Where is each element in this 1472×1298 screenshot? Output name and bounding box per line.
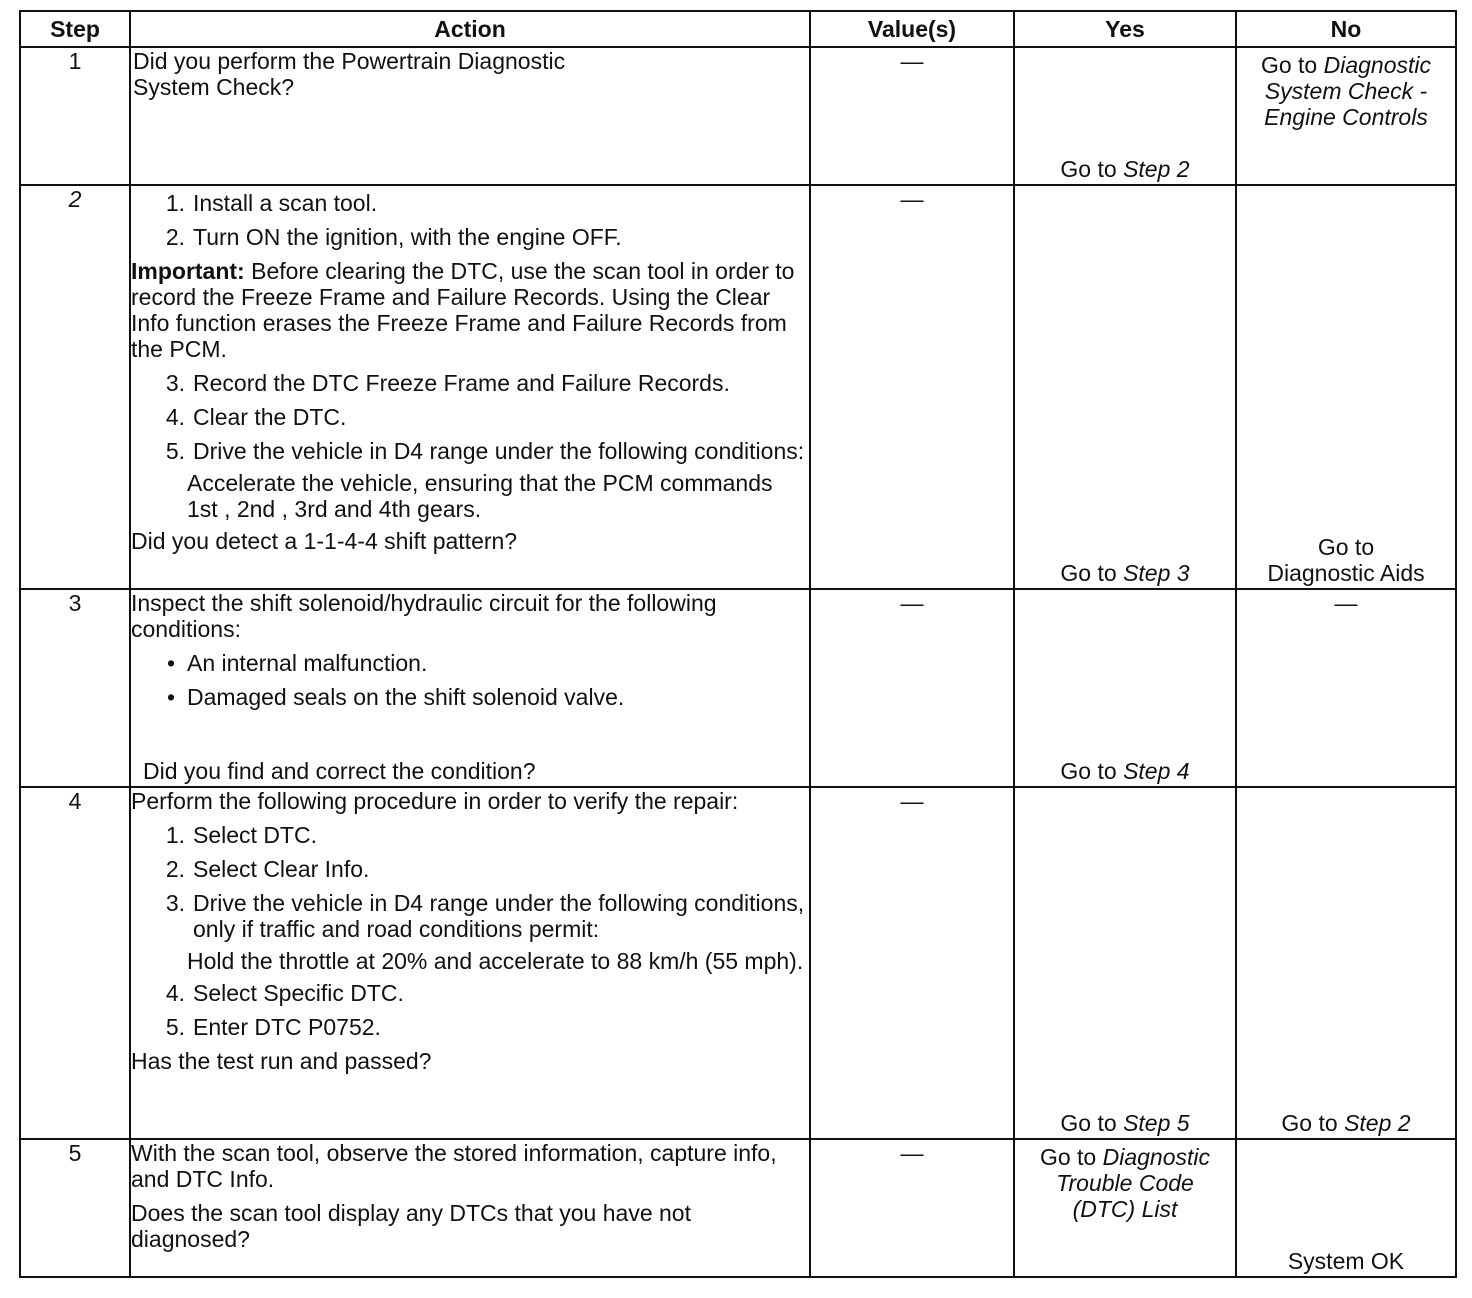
table-row bbox=[20, 787, 1456, 1139]
question-text: Did you detect a 1-1-4-4 shift pattern? bbox=[131, 528, 518, 554]
no-cell bbox=[1236, 787, 1456, 1139]
table-row bbox=[20, 185, 1456, 589]
no-text[interactable]: Go to Diagnostic Aids bbox=[1267, 534, 1425, 586]
no-cell bbox=[1236, 1139, 1456, 1277]
condition-list bbox=[131, 650, 809, 710]
yes-cell bbox=[1014, 787, 1236, 1139]
action-cell bbox=[130, 787, 810, 1139]
value-cell: — bbox=[810, 589, 1014, 787]
no-link[interactable]: Diagnostic System Check - Engine Controls bbox=[1264, 52, 1432, 130]
list-item-text: Turn ON the ignition, with the engine OFF. bbox=[193, 224, 622, 250]
header-no: No bbox=[1236, 11, 1456, 47]
yes-prefix: Go to bbox=[1060, 758, 1124, 784]
yes-prefix: Go to bbox=[1039, 1144, 1103, 1170]
list-item-text: Drive the vehicle in D4 range under the following conditions, only if traffic and road conditions permit: bbox=[193, 890, 805, 942]
no-text bbox=[1237, 52, 1455, 130]
list-item: 1. Install a scan tool. bbox=[165, 190, 378, 216]
list-item: • Damaged seals on the shift solenoid valve. bbox=[166, 684, 625, 710]
no-text bbox=[1237, 1110, 1455, 1136]
header-action: Action bbox=[130, 11, 810, 47]
sub-instruction: Hold the throttle at 20% and accelerate to 88 km/h (55 mph). bbox=[187, 948, 804, 974]
question-text: Did you find and correct the condition? bbox=[143, 758, 536, 784]
yes-cell bbox=[1014, 1139, 1236, 1277]
no-prefix: Go to bbox=[1281, 1110, 1345, 1136]
step-number: 4 bbox=[20, 787, 130, 1139]
list-item: 3. Record the DTC Freeze Frame and Failure Records. bbox=[165, 370, 730, 396]
action-text: Did you perform the Powertrain Diagnostic System Check? bbox=[133, 48, 566, 100]
yes-prefix: Go to bbox=[1060, 560, 1124, 586]
yes-cell bbox=[1014, 47, 1236, 185]
intro-text: Perform the following procedure in order to verify the repair: bbox=[131, 788, 739, 814]
list-item-text: Drive the vehicle in D4 range under the following conditions: bbox=[193, 438, 805, 464]
no-prefix: Go to bbox=[1260, 52, 1324, 78]
important-text: Before clearing the DTC, use the scan tool in order to record the Freeze Frame and Failure Records. Using the Clear Info function erases the Freeze Frame and Failure Records from the PCM. bbox=[131, 258, 795, 362]
yes-cell bbox=[1014, 589, 1236, 787]
important-note bbox=[131, 258, 809, 362]
question-text: Has the test run and passed? bbox=[131, 1048, 432, 1074]
yes-text bbox=[1015, 758, 1235, 784]
list-item: 4. Select Specific DTC. bbox=[165, 980, 404, 1006]
value-cell: — bbox=[810, 787, 1014, 1139]
list-item: 5. Drive the vehicle in D4 range under the following conditions: bbox=[165, 438, 805, 464]
list-item: 2. Turn ON the ignition, with the engine OFF. bbox=[165, 224, 622, 250]
table-row bbox=[20, 47, 1456, 185]
yes-dtc-list-link[interactable]: Diagnostic Trouble Code (DTC) List bbox=[1056, 1144, 1211, 1222]
action-cell bbox=[130, 47, 810, 185]
sub-instruction: Accelerate the vehicle, ensuring that the PCM commands 1st , 2nd , 3rd and 4th gears. bbox=[187, 470, 773, 522]
list-item-text: Select DTC. bbox=[193, 822, 317, 848]
procedure-list bbox=[131, 370, 809, 464]
yes-text bbox=[1015, 1144, 1235, 1222]
header-row bbox=[20, 11, 1456, 47]
list-item: • An internal malfunction. bbox=[166, 650, 428, 676]
yes-text bbox=[1015, 560, 1235, 586]
value-cell: — bbox=[810, 1139, 1014, 1277]
yes-step-link[interactable]: Step 2 bbox=[1123, 156, 1190, 182]
list-item-text: Record the DTC Freeze Frame and Failure Records. bbox=[193, 370, 730, 396]
list-item-text: Select Specific DTC. bbox=[193, 980, 404, 1006]
table-row bbox=[20, 589, 1456, 787]
list-item-text: Clear the DTC. bbox=[193, 404, 347, 430]
list-item-text: An internal malfunction. bbox=[187, 650, 428, 676]
action-cell bbox=[130, 589, 810, 787]
procedure-list bbox=[131, 980, 809, 1040]
list-item: 5. Enter DTC P0752. bbox=[165, 1014, 381, 1040]
no-cell bbox=[1236, 185, 1456, 589]
list-item: 2. Select Clear Info. bbox=[165, 856, 370, 882]
list-item-text: Damaged seals on the shift solenoid valve. bbox=[187, 684, 625, 710]
diagnostic-table bbox=[19, 10, 1457, 1278]
yes-step-link[interactable]: Step 4 bbox=[1123, 758, 1190, 784]
list-item-text: Enter DTC P0752. bbox=[193, 1014, 381, 1040]
yes-prefix: Go to bbox=[1060, 1110, 1124, 1136]
no-cell: — bbox=[1236, 589, 1456, 787]
no-cell bbox=[1236, 47, 1456, 185]
intro-text: Inspect the shift solenoid/hydraulic circuit for the following conditions: bbox=[131, 590, 717, 642]
action-cell bbox=[130, 185, 810, 589]
header-values: Value(s) bbox=[810, 11, 1014, 47]
no-text: System OK bbox=[1287, 1248, 1405, 1274]
intro-text: With the scan tool, observe the stored information, capture info, and DTC Info. bbox=[131, 1140, 777, 1192]
action-cell bbox=[130, 1139, 810, 1277]
yes-text bbox=[1015, 1110, 1235, 1136]
yes-step-link[interactable]: Step 5 bbox=[1123, 1110, 1190, 1136]
header-step: Step bbox=[20, 11, 130, 47]
list-item: 3. Drive the vehicle in D4 range under the following conditions, only if traffic and road conditions permit: bbox=[131, 890, 809, 942]
question-text: Does the scan tool display any DTCs that you have not diagnosed? bbox=[131, 1200, 691, 1252]
list-item: 1. Select DTC. bbox=[165, 822, 317, 848]
list-item: 4. Clear the DTC. bbox=[165, 404, 347, 430]
step-number: 3 bbox=[20, 589, 130, 787]
procedure-list bbox=[131, 190, 809, 250]
list-item-text: Select Clear Info. bbox=[193, 856, 370, 882]
header-yes: Yes bbox=[1014, 11, 1236, 47]
yes-prefix: Go to bbox=[1060, 156, 1124, 182]
step-number bbox=[20, 185, 130, 589]
list-item-text: Install a scan tool. bbox=[193, 190, 378, 216]
step-number: 5 bbox=[20, 1139, 130, 1277]
procedure-list bbox=[131, 822, 809, 942]
table-row bbox=[20, 1139, 1456, 1277]
important-label: Important: bbox=[131, 258, 245, 284]
no-step-link[interactable]: Step 2 bbox=[1344, 1110, 1411, 1136]
yes-cell bbox=[1014, 185, 1236, 589]
yes-step-link[interactable]: Step 3 bbox=[1123, 560, 1190, 586]
value-cell: — bbox=[810, 47, 1014, 185]
value-cell: — bbox=[810, 185, 1014, 589]
yes-text bbox=[1015, 156, 1235, 182]
step-number: 1 bbox=[20, 47, 130, 185]
step-number-text: 2 bbox=[68, 186, 82, 212]
